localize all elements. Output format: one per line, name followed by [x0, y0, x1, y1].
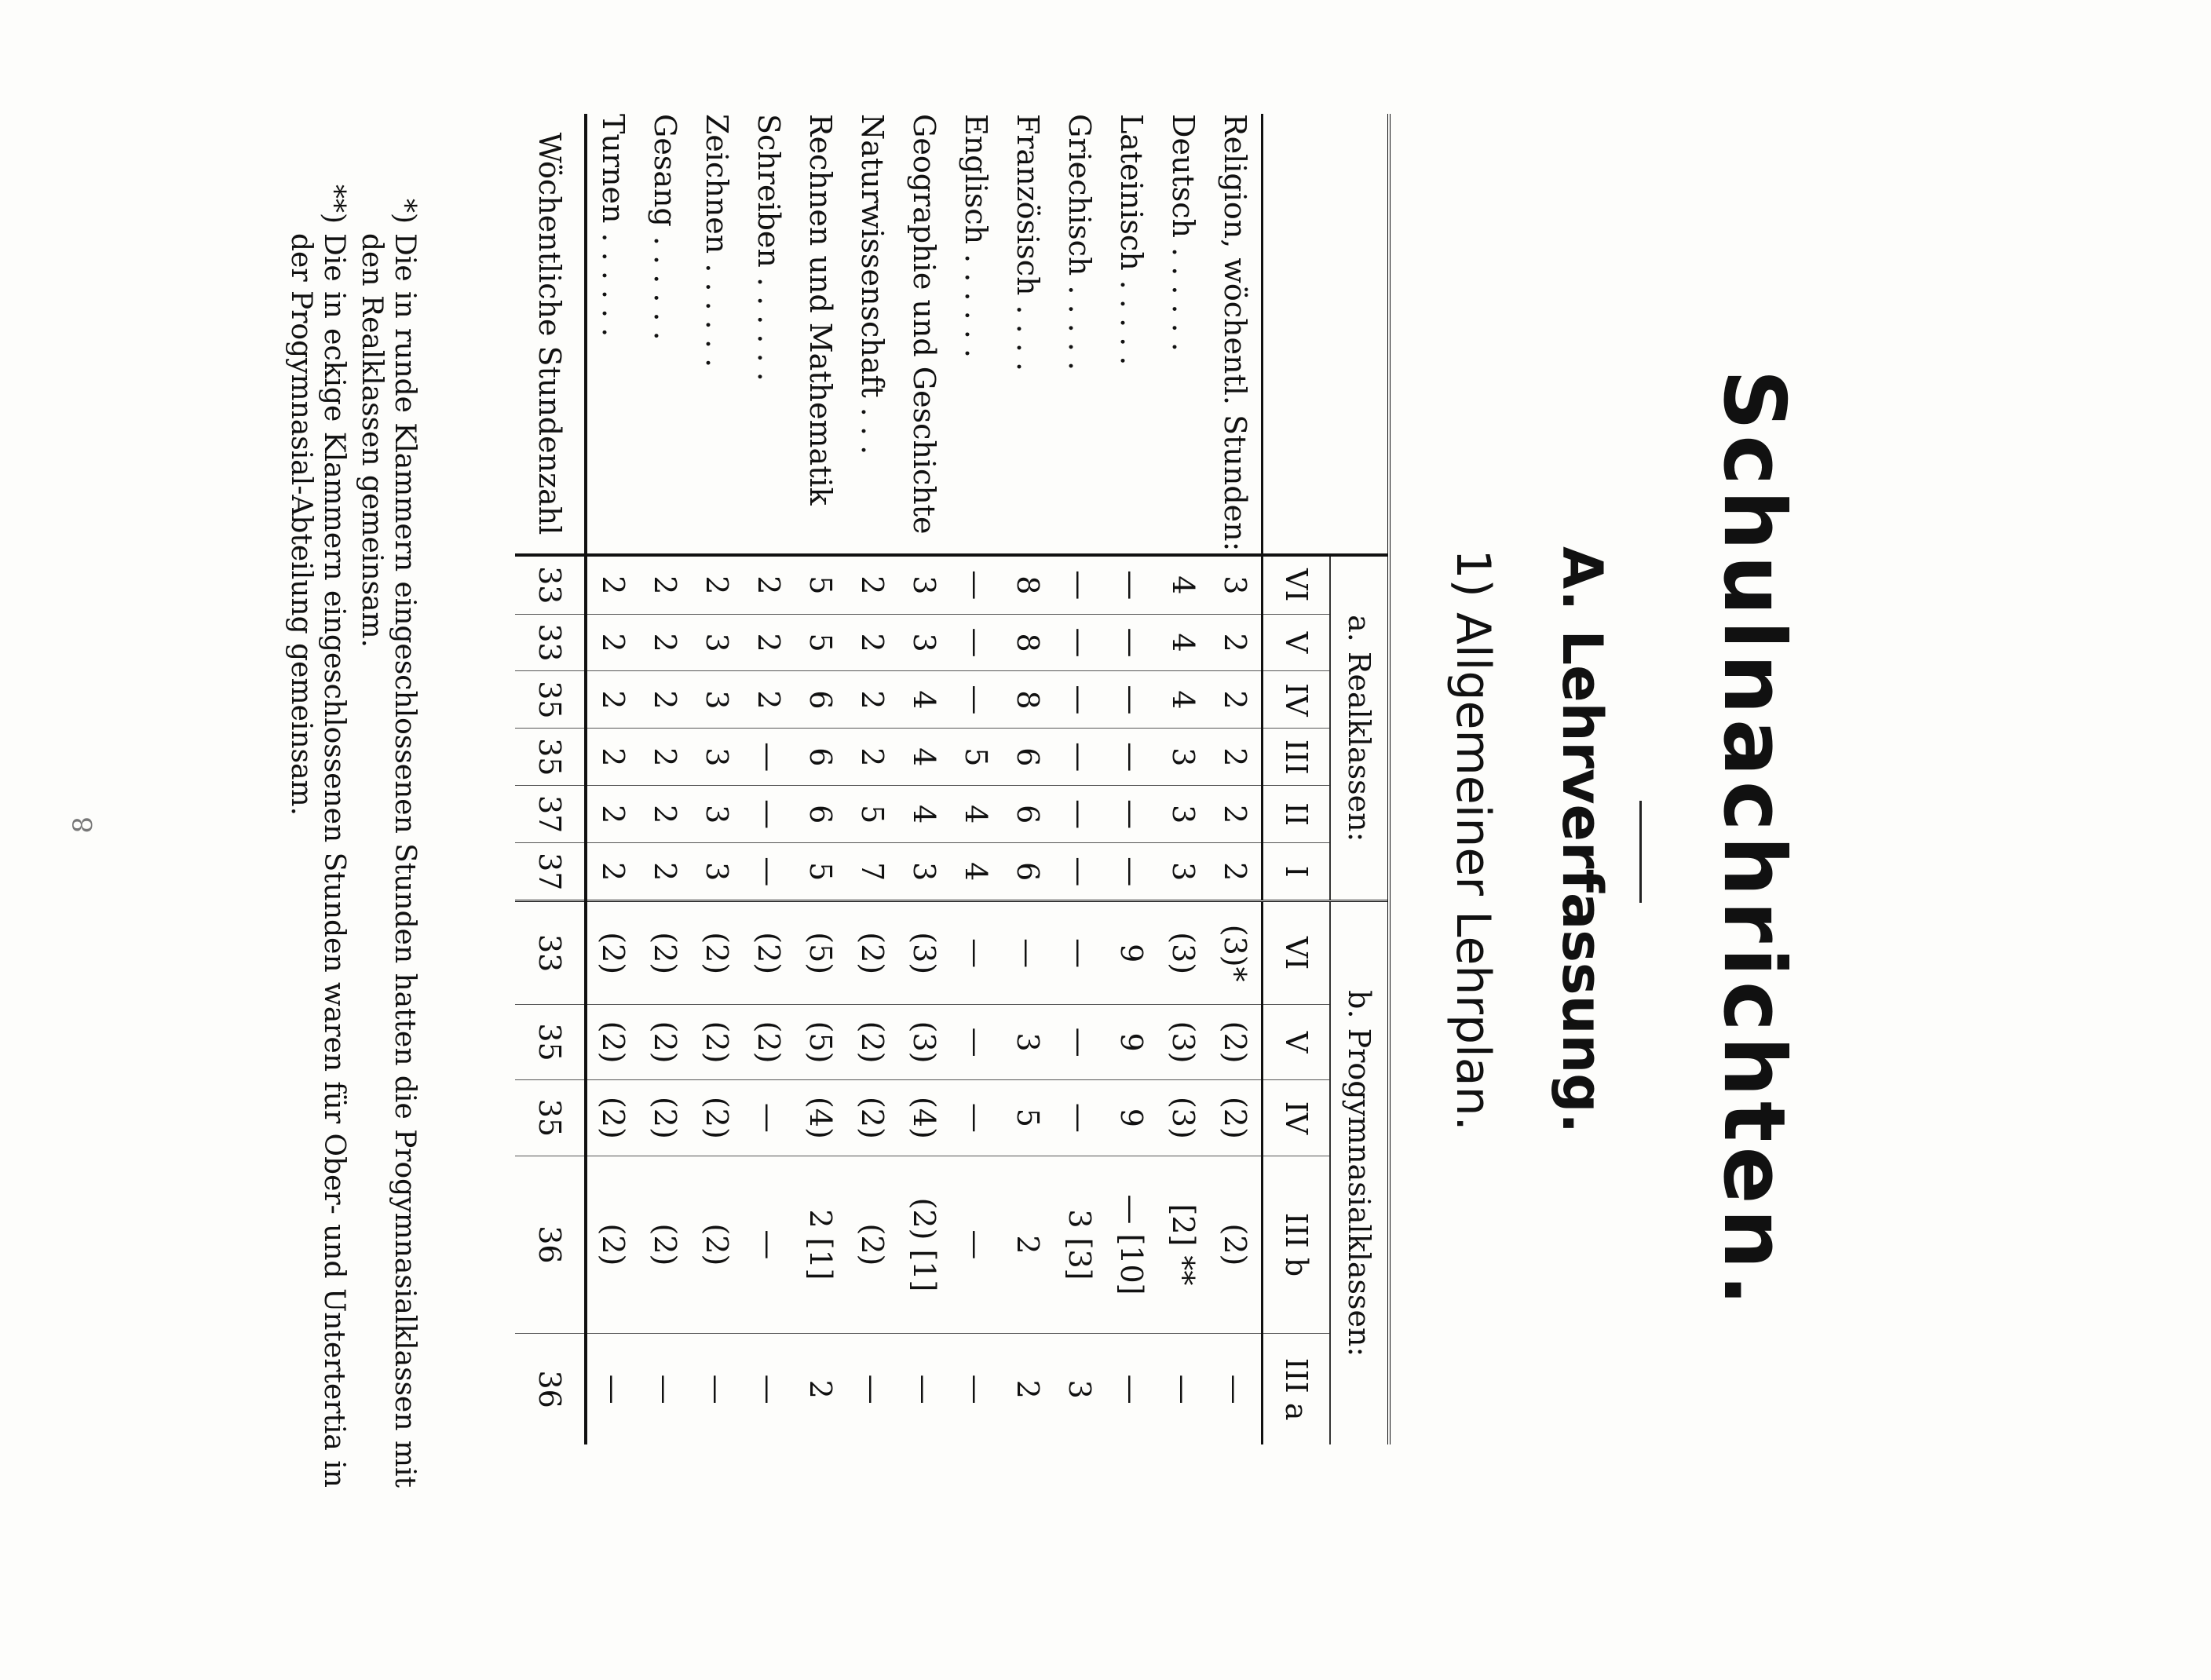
realklasse-hours-cell: 3 — [898, 843, 950, 901]
page-title: Schulnachrichten. — [1705, 369, 1803, 1311]
progymnasialklasse-hours-cell: (3)* — [1209, 901, 1263, 1004]
table-top-rule — [1387, 114, 1389, 1444]
progymnasialklasse-hours-cell: (2) — [586, 1080, 639, 1156]
subject-label: Wöchentliche Stundenzahl — [515, 114, 586, 555]
realklasse-header-cell: IV — [1263, 671, 1331, 729]
progymnasialklasse-hours-cell: 9 — [1106, 1080, 1157, 1156]
progymnasialklasse-hours-cell: (2) — [691, 1004, 743, 1079]
progymnasialklasse-hours-cell: (2) [1] — [898, 1156, 950, 1334]
progymnasialklasse-header-cell: III b — [1263, 1156, 1331, 1334]
progymnasialklasse-hours-cell: 5 — [1002, 1080, 1054, 1156]
realklasse-hours-cell: 2 — [1209, 786, 1263, 843]
realklasse-hours-cell: 2 — [846, 671, 898, 729]
realklasse-hours-cell: 37 — [515, 843, 586, 901]
realklasse-hours-cell: 3 — [691, 614, 743, 671]
realklasse-hours-cell: — — [1054, 614, 1106, 671]
progymnasialklasse-hours-cell: (2) — [846, 1080, 898, 1156]
progymnasialklasse-hours-cell: (3) — [1157, 901, 1209, 1004]
progymnasialklasse-hours-cell: (2) — [691, 1156, 743, 1334]
progymnasialklasse-hours-cell: — — [846, 1334, 898, 1444]
realklasse-hours-cell: 4 — [950, 843, 1002, 901]
group-header-spacer — [1330, 114, 1387, 555]
realklasse-hours-cell: 8 — [1002, 614, 1054, 671]
class-header-row — [1263, 114, 1331, 1444]
realklasse-hours-cell: — — [950, 614, 1002, 671]
footnote-2 — [284, 169, 350, 1488]
lehrplan-table — [515, 114, 1391, 1444]
progymnasialklasse-hours-cell: (2) — [691, 901, 743, 1004]
progymnasialklasse-hours-cell: 35 — [515, 1004, 586, 1079]
realklasse-hours-cell: 5 — [795, 614, 846, 671]
table-row — [950, 114, 1002, 1444]
realklasse-hours-cell: 2 — [846, 614, 898, 671]
progymnasialklasse-hours-cell: 9 — [1106, 1004, 1157, 1079]
subject-label: Schreiben . . . . . . — [751, 114, 786, 382]
progymnasialklasse-hours-cell: (4) — [898, 1080, 950, 1156]
realklasse-hours-cell: 2 — [639, 729, 691, 786]
subject-label: Geographie und Geschichte — [907, 114, 941, 535]
progymnasialklasse-hours-cell: (2) — [1209, 1004, 1263, 1079]
subject-label: Zeichnen . . . . . . — [700, 114, 734, 368]
progymnasialklasse-hours-cell: (2) — [1209, 1156, 1263, 1334]
realklasse-hours-cell: 37 — [515, 786, 586, 843]
realklasse-hours-cell: 2 — [1209, 671, 1263, 729]
realklasse-hours-cell: 5 — [846, 786, 898, 843]
realklasse-hours-cell: 4 — [898, 729, 950, 786]
realklasse-hours-cell: 3 — [1157, 843, 1209, 901]
progymnasialklasse-header-cell: III a — [1263, 1334, 1331, 1444]
progymnasialklasse-hours-cell: — — [639, 1334, 691, 1444]
realklasse-hours-cell: 4 — [898, 671, 950, 729]
progymnasialklasse-header-cell: IV — [1263, 1080, 1331, 1156]
realklasse-hours-cell: 2 — [586, 729, 639, 786]
progymnasialklasse-hours-cell: (2) — [691, 1080, 743, 1156]
table-row — [1157, 114, 1209, 1444]
realklasse-hours-cell: 33 — [515, 614, 586, 671]
progymnasialklasse-hours-cell: 3 — [1054, 1334, 1106, 1444]
realklasse-hours-cell: 5 — [795, 555, 846, 614]
title-divider — [1639, 801, 1642, 903]
realklasse-hours-cell: — — [1106, 671, 1157, 729]
realklasse-hours-cell: 2 — [586, 614, 639, 671]
realklasse-hours-cell: 6 — [1002, 843, 1054, 901]
progymnasialklasse-hours-cell: 35 — [515, 1080, 586, 1156]
realklasse-hours-cell: — — [1106, 614, 1157, 671]
realklasse-hours-cell: 2 — [1209, 843, 1263, 901]
progymnasialklasse-hours-cell: — — [950, 1156, 1002, 1334]
realklasse-hours-cell: 2 — [1209, 729, 1263, 786]
progymnasialklasse-header-cell: V — [1263, 1004, 1331, 1079]
realklasse-hours-cell: — — [743, 843, 795, 901]
progymnasialklasse-hours-cell: (2) — [586, 1004, 639, 1079]
realklasse-hours-cell: 2 — [846, 555, 898, 614]
table-row — [586, 114, 639, 1444]
progymnasialklasse-hours-cell: (3) — [1157, 1004, 1209, 1079]
realklasse-hours-cell: — — [1106, 729, 1157, 786]
realklasse-hours-cell: 2 — [586, 843, 639, 901]
progymnasialklasse-hours-cell: 3 — [1002, 1004, 1054, 1079]
table-row — [691, 114, 743, 1444]
realklasse-hours-cell: 2 — [586, 786, 639, 843]
progymnasialklasse-hours-cell: 3 [3] — [1054, 1156, 1106, 1334]
realklasse-header-cell: V — [1263, 614, 1331, 671]
section-title: A. Lehrverfassung. — [1550, 546, 1614, 1134]
subject-label: Französisch . . . . — [1010, 114, 1045, 372]
progymnasialklasse-hours-cell: — — [950, 901, 1002, 1004]
progymnasialklasse-hours-cell: — — [743, 1080, 795, 1156]
realklasse-hours-cell: 7 — [846, 843, 898, 901]
realklasse-hours-cell: — — [743, 729, 795, 786]
realklasse-hours-cell: 6 — [795, 729, 846, 786]
realklasse-hours-cell: 2 — [639, 555, 691, 614]
progymnasialklasse-hours-cell: (3) — [898, 901, 950, 1004]
realklasse-hours-cell: 3 — [691, 729, 743, 786]
progymnasialklasse-hours-cell: (2) — [586, 1156, 639, 1334]
realklassen-header: a. Realklassen: — [1330, 555, 1387, 901]
realklasse-hours-cell: — — [1106, 843, 1157, 901]
footnotes — [280, 169, 421, 1488]
realklasse-hours-cell: 2 — [846, 729, 898, 786]
progymnasialklasse-hours-cell: — — [743, 1156, 795, 1334]
subject-label: Griechisch . . . . . — [1062, 114, 1097, 371]
progymnasialklasse-header-cell: VI — [1263, 901, 1331, 1004]
realklasse-hours-cell: 6 — [1002, 729, 1054, 786]
progymnasialklasse-hours-cell: [2] ** — [1157, 1156, 1209, 1334]
footnote-text: Die in runde Klammern eingeschlossenen Stunden hatten die Progymnasialklassen mit den Realklassen gemeinsam. — [356, 233, 421, 1488]
realklasse-hours-cell: — — [1054, 843, 1106, 901]
progymnasialklasse-hours-cell: (2) — [586, 901, 639, 1004]
progymnasialklasse-hours-cell: (2) — [743, 1004, 795, 1079]
progymnasialklasse-hours-cell: — — [586, 1334, 639, 1444]
realklasse-hours-cell: 35 — [515, 671, 586, 729]
realklasse-hours-cell: 3 — [898, 555, 950, 614]
realklasse-hours-cell: — — [1054, 555, 1106, 614]
subject-label: Englisch . . . . . . — [959, 114, 993, 359]
realklasse-hours-cell: 6 — [795, 671, 846, 729]
table-row — [743, 114, 795, 1444]
table-row — [1209, 114, 1263, 1444]
subject-label: Rechnen und Mathematik — [803, 114, 838, 506]
progymnasialklasse-hours-cell: (2) — [846, 1156, 898, 1334]
realklasse-hours-cell: — — [743, 786, 795, 843]
progymnasialklasse-hours-cell: (2) — [1209, 1080, 1263, 1156]
realklasse-hours-cell: 4 — [898, 786, 950, 843]
progymnasialklasse-hours-cell: — — [1054, 1004, 1106, 1079]
realklasse-hours-cell: 2 — [639, 843, 691, 901]
progymnasialklasse-hours-cell: 36 — [515, 1156, 586, 1334]
progymnasialklasse-hours-cell: — — [1054, 1080, 1106, 1156]
progymnasialklasse-hours-cell: (4) — [795, 1080, 846, 1156]
table-row — [846, 114, 898, 1444]
table-row — [795, 114, 846, 1444]
realklasse-hours-cell: 2 — [1209, 614, 1263, 671]
progymnasialklasse-hours-cell: — — [898, 1334, 950, 1444]
realklasse-hours-cell: — — [1106, 786, 1157, 843]
progymnasialklasse-hours-cell: (2) — [639, 1004, 691, 1079]
footnote-text: Die in eckige Klammern eingeschlossenen Stunden waren für Ober- und Untertertia in der Progymnasial-Abteilung gemeinsam. — [285, 233, 350, 1488]
subject-label: Naturwissenschaft . . . — [855, 114, 890, 455]
table-row — [1106, 114, 1157, 1444]
footnote-mark: *) — [389, 198, 421, 224]
progymnasialklasse-hours-cell: (3) — [898, 1004, 950, 1079]
progymnasialklasse-hours-cell: (3) — [1157, 1080, 1209, 1156]
realklasse-hours-cell: — — [1106, 555, 1157, 614]
progymnasialklasse-hours-cell: 2 — [1002, 1334, 1054, 1444]
realklasse-hours-cell: 35 — [515, 729, 586, 786]
realklasse-hours-cell: 3 — [691, 671, 743, 729]
realklasse-header-cell: I — [1263, 843, 1331, 901]
total-row — [515, 114, 586, 1444]
group-header-row — [1330, 114, 1387, 1444]
progymnasialklasse-hours-cell: — — [1054, 901, 1106, 1004]
progymnasialklasse-hours-cell: (2) — [639, 1156, 691, 1334]
progymnasialklasse-hours-cell: (2) — [639, 1080, 691, 1156]
table-row — [1002, 114, 1054, 1444]
realklasse-header-cell: II — [1263, 786, 1331, 843]
realklasse-hours-cell: 2 — [639, 671, 691, 729]
realklasse-hours-cell: 6 — [795, 786, 846, 843]
realklasse-hours-cell: 33 — [515, 555, 586, 614]
realklasse-header-cell: VI — [1263, 555, 1331, 614]
subject-label: Turnen . . . . . . — [596, 114, 630, 338]
progymnasialklasse-hours-cell: 33 — [515, 901, 586, 1004]
progymnasialklasse-hours-cell: (5) — [795, 901, 846, 1004]
subject-label: Gesang . . . . . . — [648, 114, 682, 341]
realklasse-hours-cell: 2 — [743, 614, 795, 671]
progymnasialklasse-hours-cell: 9 — [1106, 901, 1157, 1004]
progymnasialklassen-header: b. Progymnasialklassen: — [1330, 901, 1387, 1444]
progymnasialklasse-hours-cell: (2) — [846, 901, 898, 1004]
subject-label: Lateinisch . . . . . — [1114, 114, 1149, 366]
table-row — [1054, 114, 1106, 1444]
realklasse-hours-cell: 6 — [1002, 786, 1054, 843]
realklasse-hours-cell: — — [1054, 786, 1106, 843]
progymnasialklasse-hours-cell: (2) — [846, 1004, 898, 1079]
progymnasialklasse-hours-cell: — [10] — [1106, 1156, 1157, 1334]
progymnasialklasse-hours-cell: (2) — [639, 901, 691, 1004]
realklasse-hours-cell: — — [1054, 671, 1106, 729]
table-row — [639, 114, 691, 1444]
progymnasialklasse-hours-cell: — — [1157, 1334, 1209, 1444]
footnote-mark: **) — [318, 184, 350, 224]
progymnasialklasse-hours-cell: — — [1209, 1334, 1263, 1444]
realklasse-hours-cell: 5 — [950, 729, 1002, 786]
realklasse-hours-cell: 3 — [898, 614, 950, 671]
progymnasialklasse-hours-cell: (2) — [743, 901, 795, 1004]
progymnasialklasse-hours-cell: — — [1002, 901, 1054, 1004]
subsection-title: 1) Allgemeiner Lehrplan. — [1445, 549, 1500, 1131]
subject-header-spacer — [1263, 114, 1331, 555]
progymnasialklasse-hours-cell: — — [950, 1080, 1002, 1156]
progymnasialklasse-hours-cell: — — [1106, 1334, 1157, 1444]
realklasse-hours-cell: 3 — [1157, 786, 1209, 843]
progymnasialklasse-hours-cell: — — [743, 1334, 795, 1444]
realklasse-hours-cell: — — [1054, 729, 1106, 786]
realklasse-hours-cell: 3 — [691, 786, 743, 843]
subject-label: Religion, wöchentl. Stunden: — [1218, 114, 1252, 552]
footnote-1 — [355, 169, 421, 1488]
realklasse-header-cell: III — [1263, 729, 1331, 786]
realklasse-hours-cell: 4 — [950, 786, 1002, 843]
progymnasialklasse-hours-cell: 36 — [515, 1334, 586, 1444]
progymnasialklasse-hours-cell: 2 — [795, 1334, 846, 1444]
page-number: 8 — [68, 816, 99, 834]
realklasse-hours-cell: 2 — [639, 614, 691, 671]
subject-label: Deutsch . . . . . . — [1166, 114, 1201, 352]
realklasse-hours-cell: 2 — [586, 671, 639, 729]
realklasse-hours-cell: 2 — [743, 671, 795, 729]
progymnasialklasse-hours-cell: — — [950, 1334, 1002, 1444]
progymnasialklasse-hours-cell: — — [950, 1004, 1002, 1079]
realklasse-hours-cell: 2 — [743, 555, 795, 614]
progymnasialklasse-hours-cell: — — [691, 1334, 743, 1444]
table-row — [898, 114, 950, 1444]
realklasse-hours-cell: 4 — [1157, 614, 1209, 671]
realklasse-hours-cell: 2 — [586, 555, 639, 614]
realklasse-hours-cell: — — [950, 671, 1002, 729]
progymnasialklasse-hours-cell: 2 — [1002, 1156, 1054, 1334]
realklasse-hours-cell: 3 — [1209, 555, 1263, 614]
realklasse-hours-cell: — — [950, 555, 1002, 614]
realklasse-hours-cell: 4 — [1157, 671, 1209, 729]
progymnasialklasse-hours-cell: 2 [1] — [795, 1156, 846, 1334]
progymnasialklasse-hours-cell: (5) — [795, 1004, 846, 1079]
realklasse-hours-cell: 2 — [691, 555, 743, 614]
realklasse-hours-cell: 4 — [1157, 555, 1209, 614]
realklasse-hours-cell: 8 — [1002, 671, 1054, 729]
realklasse-hours-cell: 3 — [1157, 729, 1209, 786]
realklasse-hours-cell: 8 — [1002, 555, 1054, 614]
realklasse-hours-cell: 3 — [691, 843, 743, 901]
realklasse-hours-cell: 5 — [795, 843, 846, 901]
realklasse-hours-cell: 2 — [639, 786, 691, 843]
